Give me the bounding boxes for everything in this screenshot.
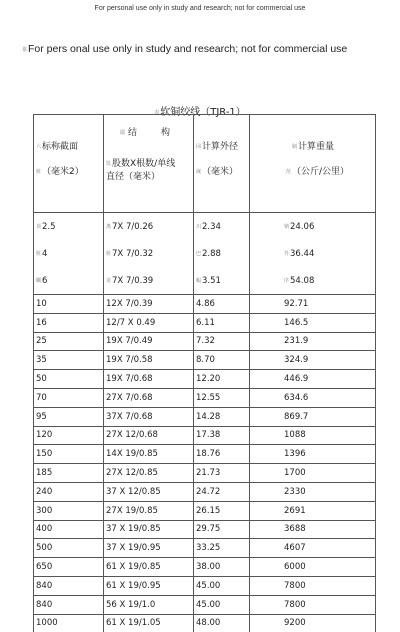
cell-outer-diameter (194, 407, 250, 426)
h4-line1: 计算重量 (298, 142, 335, 152)
cell-value: 61 X 19/0.85 (106, 562, 161, 573)
cell-value: 840 (36, 599, 53, 610)
h3-marker: 冈 (196, 144, 202, 150)
cell-marker: 桩 (36, 250, 42, 257)
cell-value: 7X 7/0.32 (112, 248, 154, 259)
cell-value: 4.86 (196, 298, 215, 309)
cell-structure (104, 482, 194, 501)
cell-weight (250, 520, 376, 539)
cell-value: 300 (36, 505, 53, 516)
cell-value: 12/7 X 0.49 (106, 317, 156, 328)
cell-weight (250, 595, 376, 614)
cell-value: 19X 7/0.58 (106, 355, 153, 366)
cell-weight (250, 539, 376, 558)
cell-outer-diameter (194, 464, 250, 483)
header-structure (104, 115, 194, 213)
cell-weight (250, 445, 376, 464)
cell-value: 16 (36, 317, 47, 328)
cell-outer-diameter (194, 213, 250, 241)
table-row (34, 539, 376, 558)
cell-outer-diameter (194, 501, 250, 520)
cell-value: 27X 12/0.85 (106, 468, 158, 479)
table-row (34, 426, 376, 445)
h2-line3: 直径（毫米） (106, 172, 161, 182)
cell-outer-diameter (194, 576, 250, 595)
table-row (34, 558, 376, 577)
table-row (34, 370, 376, 389)
cell-value: 240 (36, 486, 53, 497)
cell-value: 120 (36, 430, 53, 441)
cell-outer-diameter (194, 445, 250, 464)
cell-structure (104, 558, 194, 577)
table-row (34, 388, 376, 407)
cell-weight (250, 351, 376, 370)
cell-marker: 幅 (196, 277, 202, 284)
cell-value: 840 (36, 580, 53, 591)
cell-value: 25 (36, 336, 47, 347)
cell-marker: 芥 (284, 250, 290, 257)
h3-marker2: 嵗 (196, 169, 202, 175)
cell-value: 2.88 (202, 248, 221, 259)
table-row (34, 482, 376, 501)
h2-line1: 结 构 (128, 128, 173, 138)
cell-value: 869.7 (284, 411, 309, 422)
cell-outer-diameter (194, 267, 250, 295)
cell-nominal-section (34, 558, 104, 577)
table-row (34, 267, 376, 295)
cell-value: 37 X 19/0.85 (106, 524, 161, 535)
cell-value: 8.70 (196, 355, 215, 366)
cell-value: 61 X 19/0.95 (106, 580, 161, 591)
cell-weight (250, 370, 376, 389)
cell-value: 48.00 (196, 618, 221, 629)
cell-weight (250, 558, 376, 577)
cable-spec-table (33, 114, 376, 632)
table-row (34, 213, 376, 241)
cell-outer-diameter (194, 426, 250, 445)
cell-value: 6000 (284, 562, 306, 573)
cell-value: 146.5 (284, 317, 309, 328)
cell-value: 24.72 (196, 486, 221, 497)
cell-nominal-section (34, 520, 104, 539)
cell-structure (104, 351, 194, 370)
cell-value: 231.9 (284, 336, 309, 347)
intro-marker: 靠 (22, 46, 28, 53)
table-row (34, 501, 376, 520)
cell-nominal-section (34, 445, 104, 464)
h1-marker2: 桩 (36, 169, 42, 175)
cell-outer-diameter (194, 595, 250, 614)
cell-structure (104, 407, 194, 426)
cell-outer-diameter (194, 240, 250, 267)
cell-value: 38.00 (196, 562, 221, 573)
header-note: For personal use only in study and research; not for commercial use (94, 5, 306, 12)
cell-outer-diameter (194, 332, 250, 351)
h1-line2: （毫米2） (42, 167, 84, 177)
cell-value: 7X 7/0.39 (112, 275, 154, 286)
cell-nominal-section (34, 295, 104, 314)
cell-value: 4607 (284, 543, 306, 554)
cell-outer-diameter (194, 351, 250, 370)
cell-value: 27X 12/0.68 (106, 430, 158, 441)
table-row (34, 520, 376, 539)
table-row (34, 295, 376, 314)
table-row (34, 332, 376, 351)
cell-value: 56 X 19/1.0 (106, 599, 156, 610)
cell-marker: 蝴 (36, 277, 42, 284)
cell-weight (250, 240, 376, 267)
cell-value: 12.55 (196, 392, 221, 403)
cell-marker: 顶 (36, 223, 42, 230)
cell-weight (250, 267, 376, 295)
cell-value: 150 (36, 449, 53, 460)
intro-line (22, 43, 347, 55)
cell-nominal-section (34, 240, 104, 267)
cell-weight (250, 313, 376, 332)
cell-nominal-section (34, 388, 104, 407)
cell-value: 185 (36, 468, 53, 479)
table-row (34, 407, 376, 426)
cell-value: 54.08 (290, 275, 315, 286)
cell-nominal-section (34, 370, 104, 389)
cell-structure (104, 576, 194, 595)
cell-structure (104, 445, 194, 464)
cell-value: 2330 (284, 486, 306, 497)
cell-marker: 龙 (106, 277, 112, 284)
cell-value: 324.9 (284, 355, 309, 366)
cell-value: 27X 7/0.68 (106, 392, 153, 403)
h2-line2: 股数X根数/单线 (112, 159, 176, 169)
cell-nominal-section (34, 482, 104, 501)
h4-marker2: 范 (286, 169, 292, 175)
cell-value: 37 X 12/0.85 (106, 486, 161, 497)
cell-outer-diameter (194, 313, 250, 332)
table-row (34, 464, 376, 483)
cell-structure (104, 370, 194, 389)
table-row (34, 313, 376, 332)
table-row (34, 595, 376, 614)
cell-value: 650 (36, 562, 53, 573)
cell-value: 21.73 (196, 468, 221, 479)
cell-nominal-section (34, 595, 104, 614)
cell-value: 9200 (284, 618, 306, 629)
cell-value: 37X 7/0.68 (106, 411, 153, 422)
cell-weight (250, 464, 376, 483)
cell-nominal-section (34, 576, 104, 595)
cell-structure (104, 595, 194, 614)
cell-value: 7800 (284, 599, 306, 610)
cell-value: 95 (36, 411, 47, 422)
table-row (34, 445, 376, 464)
cell-structure (104, 332, 194, 351)
cell-weight (250, 482, 376, 501)
cell-value: 7.32 (196, 336, 215, 347)
cell-weight (250, 426, 376, 445)
cell-value: 4 (42, 248, 48, 259)
cell-structure (104, 539, 194, 558)
cell-structure (104, 240, 194, 267)
cell-weight (250, 501, 376, 520)
cell-value: 24.06 (290, 221, 315, 232)
cell-weight (250, 407, 376, 426)
cell-outer-diameter (194, 388, 250, 407)
cell-nominal-section (34, 464, 104, 483)
cell-structure (104, 267, 194, 295)
cell-nominal-section (34, 351, 104, 370)
cell-structure (104, 313, 194, 332)
cell-marker: 川 (196, 223, 202, 230)
cell-value: 45.00 (196, 599, 221, 610)
h2-marker2: 饥 (106, 161, 112, 167)
cell-value: 45.00 (196, 580, 221, 591)
cell-value: 400 (36, 524, 53, 535)
table-row (34, 351, 376, 370)
cell-value: 6.11 (196, 317, 215, 328)
cell-value: 1396 (284, 449, 306, 460)
cell-value: 6 (42, 275, 48, 286)
cell-value: 14X 19/0.85 (106, 449, 158, 460)
cell-marker: 巴 (196, 250, 202, 257)
cell-value: 634.6 (284, 392, 309, 403)
cell-marker: 桩 (106, 250, 112, 257)
cell-value: 12.20 (196, 374, 221, 385)
cell-weight (250, 614, 376, 632)
cell-value: 17.38 (196, 430, 221, 441)
table-row (34, 614, 376, 632)
cell-nominal-section (34, 407, 104, 426)
cell-value: 18.76 (196, 449, 221, 460)
cell-nominal-section (34, 313, 104, 332)
cell-nominal-section (34, 213, 104, 241)
cell-weight (250, 213, 376, 241)
cell-nominal-section (34, 332, 104, 351)
cell-structure (104, 388, 194, 407)
cell-structure (104, 464, 194, 483)
cell-value: 2.34 (202, 221, 221, 232)
table-header-row (34, 115, 376, 213)
cell-structure (104, 614, 194, 632)
cell-value: 61 X 19/1.05 (106, 618, 161, 629)
h3-line1: 计算外径 (202, 142, 239, 152)
cell-value: 70 (36, 392, 47, 403)
cell-structure (104, 520, 194, 539)
cell-weight (250, 332, 376, 351)
cell-value: 3.51 (202, 275, 221, 286)
cell-value: 37 X 19/0.95 (106, 543, 161, 554)
cell-structure (104, 295, 194, 314)
cell-value: 2691 (284, 505, 306, 516)
cell-marker: 序 (284, 277, 290, 284)
title-text: 软铜绞线（TJR-1） (160, 107, 246, 118)
cell-outer-diameter (194, 482, 250, 501)
cell-structure (104, 213, 194, 241)
header-weight (250, 115, 376, 213)
cell-nominal-section (34, 501, 104, 520)
cell-value: 36.44 (290, 248, 315, 259)
cell-outer-diameter (194, 520, 250, 539)
cell-value: 7800 (284, 580, 306, 591)
cell-value: 500 (36, 543, 53, 554)
cell-marker: 离 (106, 223, 112, 230)
h4-marker: 制 (292, 144, 298, 150)
cell-value: 35 (36, 355, 47, 366)
cell-structure (104, 501, 194, 520)
cell-weight (250, 576, 376, 595)
cell-outer-diameter (194, 539, 250, 558)
h4-line2: （公斤/公里） (292, 167, 350, 177)
title-marker: 表 (154, 109, 160, 116)
intro-text: For pers onal use only in study and research; not for commercial use (28, 43, 348, 55)
cell-value: 50 (36, 374, 47, 385)
cell-outer-diameter (194, 614, 250, 632)
cell-value: 19X 7/0.49 (106, 336, 153, 347)
cell-value: 7X 7/0.26 (112, 221, 154, 232)
cell-weight (250, 295, 376, 314)
cell-value: 26.15 (196, 505, 221, 516)
cell-value: 1000 (36, 618, 58, 629)
cell-value: 14.28 (196, 411, 221, 422)
cell-nominal-section (34, 614, 104, 632)
cell-nominal-section (34, 267, 104, 295)
h3-line2: （毫米） (202, 167, 239, 177)
header-nominal-section (34, 115, 104, 213)
cell-value: 12X 7/0.39 (106, 298, 153, 309)
table-row (34, 576, 376, 595)
cell-value: 33.25 (196, 543, 221, 554)
cell-outer-diameter (194, 370, 250, 389)
cell-value: 1088 (284, 430, 306, 441)
cell-marker: 钠 (284, 223, 290, 230)
table-row (34, 240, 376, 267)
cell-value: 2.5 (42, 221, 56, 232)
cell-value: 10 (36, 298, 47, 309)
cell-structure (104, 426, 194, 445)
cell-nominal-section (34, 426, 104, 445)
cell-value: 3688 (284, 524, 306, 535)
cell-value: 29.75 (196, 524, 221, 535)
cell-value: 1700 (284, 468, 306, 479)
cell-outer-diameter (194, 558, 250, 577)
cell-outer-diameter (194, 295, 250, 314)
h1-line1: 标称截面 (42, 142, 79, 152)
cell-value: 92.71 (284, 298, 309, 309)
header-outer-diameter (194, 115, 250, 213)
cell-nominal-section (34, 539, 104, 558)
cell-value: 446.9 (284, 374, 309, 385)
h1-marker: 六 (36, 144, 42, 150)
cell-weight (250, 388, 376, 407)
cell-value: 19X 7/0.68 (106, 374, 153, 385)
h2-marker: 耶 (120, 130, 128, 136)
cell-value: 27X 19/0.85 (106, 505, 158, 516)
